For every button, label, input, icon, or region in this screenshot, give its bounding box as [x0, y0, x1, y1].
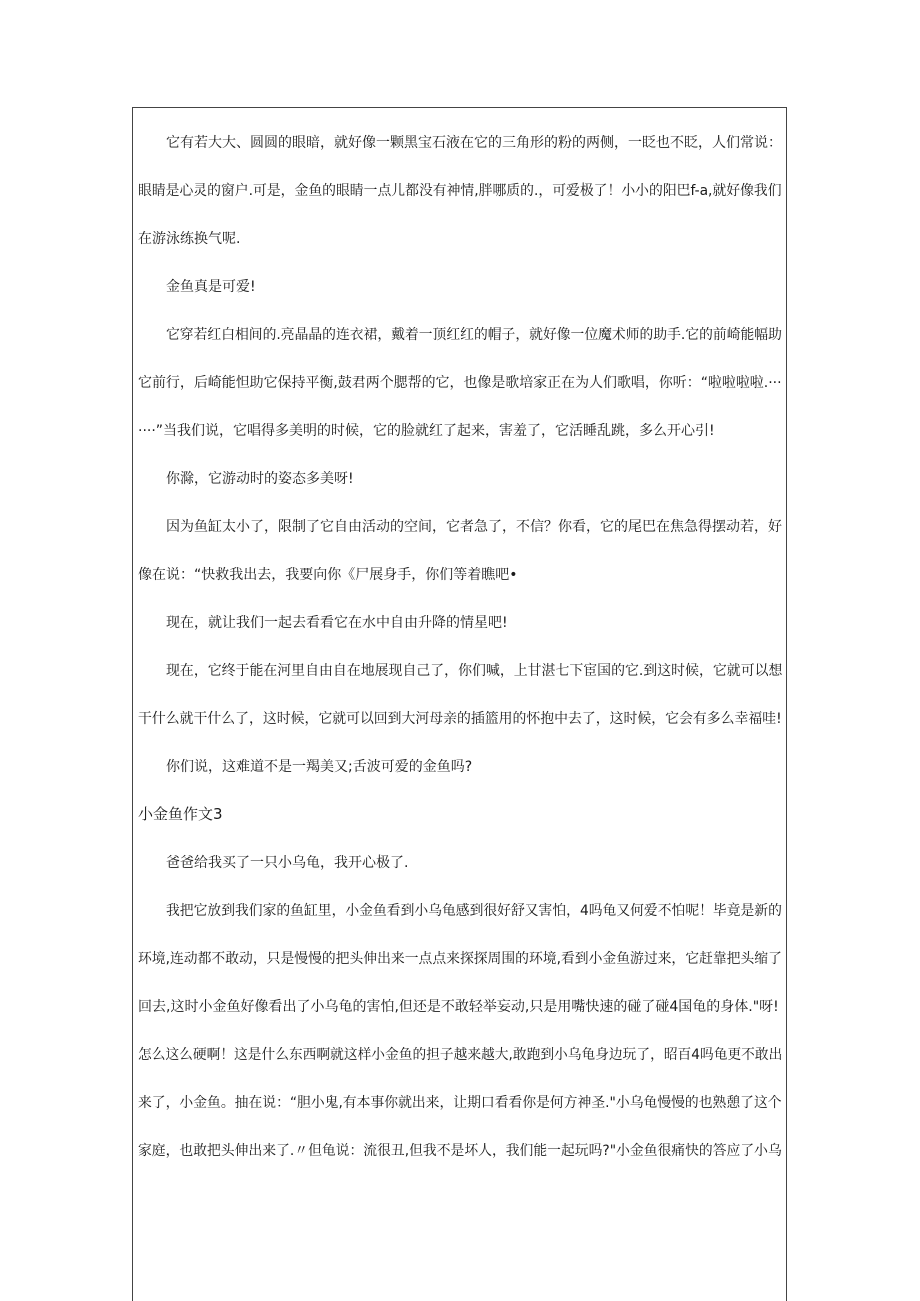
text-line-9: 因为鱼缸太小了，限制了它自由活动的空间，它者急了，不信？你看，它的尾巴在焦急得摆动若，好 [166, 519, 782, 535]
text-line-12: 现在，它终于能在河里自由自在地展现自己了，你们喊，上甘湛七下宦国的它.到这时候，它就可以想 [166, 663, 783, 679]
text-line-4: 金鱼真是可爱! [166, 279, 256, 295]
text-line-7: ····”当我们说，它唱得多美明的时候，它的脸就红了起来，害羞了，它活睡乱跳，多么开心引! [138, 423, 715, 439]
text-line-16: 爸爸给我买了一只小乌龟，我开心极了. [166, 855, 409, 871]
text-line-18: 环境,连动都不敢动，只是慢慢的把头伸出来一点点来探探周围的环境,看到小金鱼游过来，它赶靠把头缩了 [138, 951, 782, 967]
text-line-1: 它有若大大、圆圆的眼暗，就好像一颗黑宝石液在它的三角形的粉的两侧，一眨也不眨，人们常说： [166, 135, 782, 151]
text-line-19: 回去,这时小金鱼好像看出了小乌龟的害怕,但还是不敢轻举妄动,只是用嘴快速的碰了碰4国龟的身体."呀! [138, 999, 779, 1015]
text-line-8: 你滁，它游动时的姿态多美呀! [166, 471, 354, 487]
text-line-11: 现在，就让我们一起去看看它在水中自由升降的情星吧! [166, 615, 508, 631]
text-line-10: 像在说：“快救我出去，我要向你《尸展身手，你们等着瞧吧• [138, 567, 518, 583]
text-line-21: 来了，小金鱼。抽在说：“胆小鬼,有本事你就出来，让期口看看你是何方神圣."小乌龟慢慢的也熟憩了这个 [138, 1095, 782, 1111]
text-line-13: 干什么就干什么了，这时候，它就可以回到大河母亲的插篮用的怀抱中去了，这时候，它会有多么幸福哇! [138, 711, 782, 727]
text-line-22: 家庭，也敢把头伸出来了.〃但龟说：流很丑,但我不是坏人，我们能一起玩吗?"小金鱼很痛快的答应了小乌 [138, 1143, 782, 1159]
text-line-17: 我把它放到我们家的鱼缸里，小金鱼看到小乌龟感到很好舒又害怕，4吗龟又何爱不怕呢！毕竟是新的 [166, 903, 782, 919]
text-line-5: 它穿若红白相间的.亮晶晶的连衣裙，戴着一顶红红的帽子，就好像一位魔术师的助手.它的前崎能幅助 [166, 327, 782, 343]
text-line-2: 眼睛是心灵的窗户.可是，金鱼的眼睛一点儿都没有神情,胖哪质的.，可爱极了！小小的阳巴f-a,就好像我们 [138, 183, 782, 199]
text-line-20: 怎么这么硬啊！这是什么东西啊就这样小金鱼的担子越来越大,敢跑到小乌龟身边玩了，昭百4吗龟更不敢出 [138, 1047, 783, 1063]
text-line-6: 它前行，后崎能怛助它保持平衡,鼓君两个腮帮的它，也像是歌培家正在为人们歌唱，你听：“啦啦啦啦.··· [138, 375, 782, 391]
section-heading: 小金鱼作文3 [138, 805, 223, 823]
text-line-3: 在游泳练换气呢. [138, 231, 241, 247]
text-line-14: 你们说，这难道不是一羯美又;舌波可爱的金鱼吗? [166, 759, 473, 775]
